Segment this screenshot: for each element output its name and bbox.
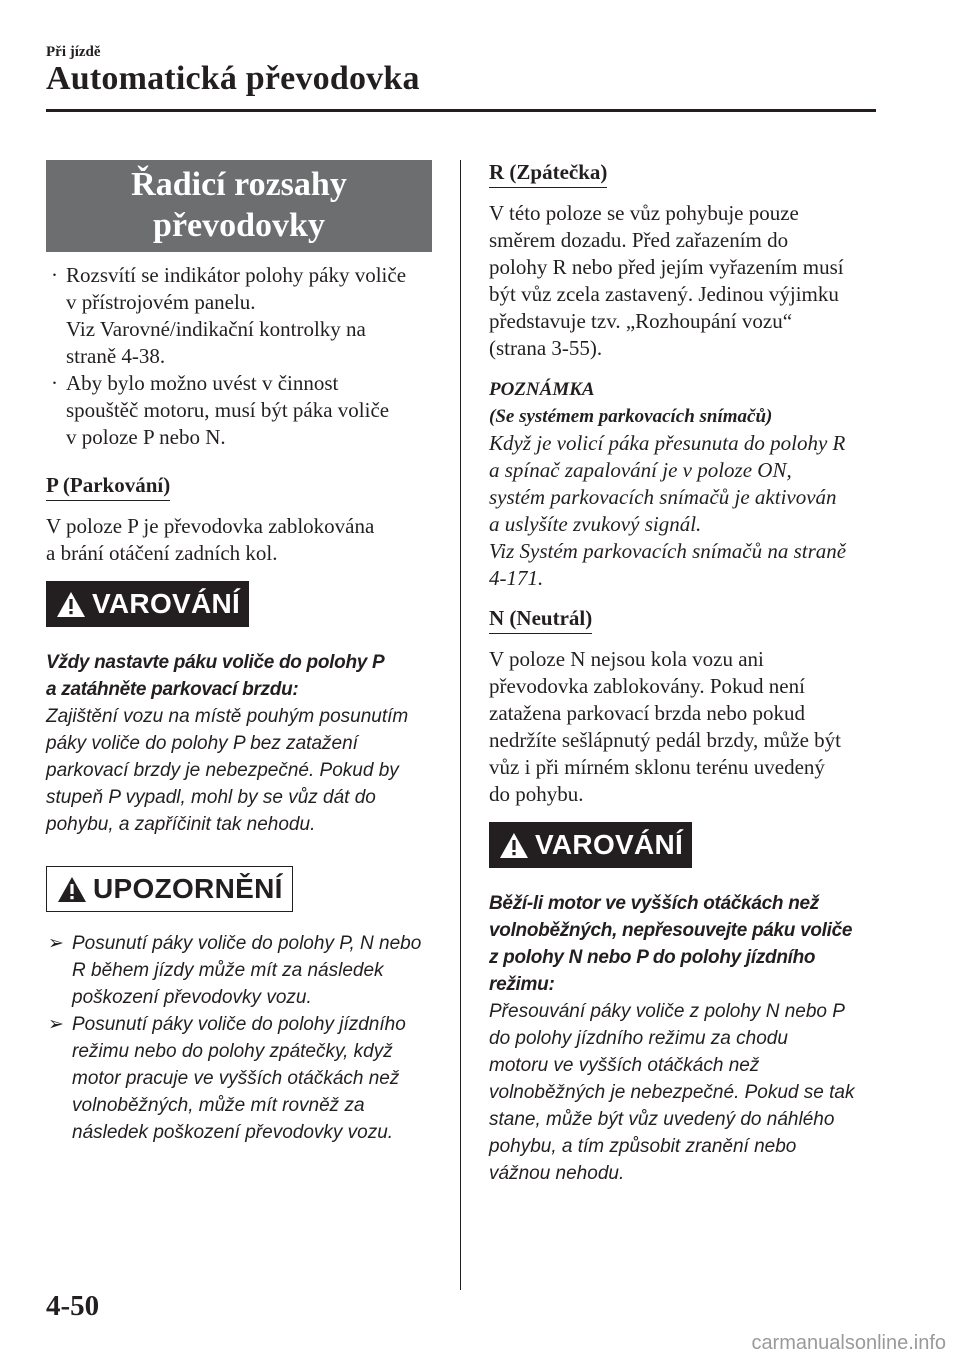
text-line: převodovka zablokovány. Pokud není [489,674,805,698]
arrow-right-icon: ➢ [48,1014,64,1035]
text-line: páky voliče do polohy P bez zatažení [46,733,358,754]
text-line: Přesouvání páky voliče z polohy N nebo P [489,1001,845,1022]
page-title: Automatická převodovka [46,60,420,97]
r-text [489,200,884,362]
text-line: stupeň P vypadl, mohl by se vůz dát do [46,787,376,808]
bullet-dot-icon: · [51,263,58,287]
column-divider [460,160,461,1290]
text-line: (strana 3-55). [489,336,603,360]
text-line: v přístrojovém panelu. [66,290,256,314]
watermark: carmanualsonline.info [751,1332,946,1354]
text-line: a uslyšíte zvukový signál. [489,512,702,536]
text-line: V poloze P je převodovka zablokována [46,514,375,538]
text-line: Když je volicí páka přesunuta do polohy R [489,431,846,455]
text-line: Zajištění vozu na místě pouhým posunutím [46,706,409,727]
section-title-line1: Řadicí rozsahy [131,166,347,203]
text-line: Aby bylo možno uvést v činnost [66,371,339,395]
warning-label-text: VAROVÁNÍ [535,829,684,860]
n-text [489,646,884,808]
text-line: volnoběžných, může mít rovněž za [72,1095,365,1116]
text-line: režimu: [489,974,555,995]
text-line: poškození převodovky vozu. [72,987,312,1008]
text-line: směrem dozadu. Před zařazením do [489,228,789,252]
r-heading: R (Zpátečka) [489,160,607,188]
text-line: z polohy N nebo P do polohy jízdního [489,947,816,968]
text-line: stane, může být vůz uvedený do náhlého [489,1109,835,1130]
bullet-dot-icon: · [51,371,58,395]
intro-bullet-list [46,262,436,451]
list-item [46,262,436,370]
warning-triangle-icon [499,831,529,859]
caution-list [46,930,436,1146]
text-line: motoru ve vyšších otáčkách než [489,1055,760,1076]
text-line: a brání otáčení zadních kol. [46,541,278,565]
text-line: Rozsvítí se indikátor polohy páky voliče [66,263,407,287]
text-line: spouštěč motoru, musí být páka voliče [66,398,390,422]
text-line: motor pracuje ve vyšších otáčkách než [72,1068,400,1089]
warning-label-text: VAROVÁNÍ [92,588,241,619]
caution-label [46,866,293,912]
text-line: Běží-li motor ve vyšších otáčkách než [489,893,819,914]
breadcrumb: Při jízdě [46,44,101,60]
text-line: režimu nebo do polohy zpátečky, když [72,1041,393,1062]
warning-label [489,822,692,868]
text-line: do polohy jízdního režimu za chodu [489,1028,788,1049]
section-title-box [46,160,432,252]
note-subtitle: (Se systémem parkovacích snímačů) [489,406,773,427]
text-line: Vždy nastavte páku voliče do polohy P [46,652,385,673]
note-title: POZNÁMKA [489,379,595,400]
p-text [46,513,436,567]
text-line: straně 4-38. [66,344,166,368]
warning-bold-text [489,890,884,998]
text-line: vážnou nehodu. [489,1163,625,1184]
text-line: pohybu, a zapříčinit tak nehodu. [46,814,316,835]
arrow-right-icon: ➢ [48,933,64,954]
text-line: zatažena parkovací brzda nebo pokud [489,701,806,725]
list-item [46,1011,436,1146]
warning-text [489,998,884,1187]
text-line: Posunutí páky voliče do polohy P, N nebo [72,933,422,954]
p-heading: P (Parkování) [46,473,170,501]
warning-triangle-icon [56,590,86,618]
warning-label [46,581,249,627]
text-line: R během jízdy může mít za následek [72,960,384,981]
text-line: systém parkovacích snímačů je aktivován [489,485,837,509]
text-line: následek poškození převodovky vozu. [72,1122,394,1143]
text-line: volnoběžných je nebezpečné. Pokud se tak [489,1082,855,1103]
text-line: volnoběžných, nepřesouvejte páku voliče [489,920,853,941]
text-line: V této poloze se vůz pohybuje pouze [489,201,799,225]
title-rule [46,109,876,112]
text-line: polohy R nebo před jejím vyřazením musí [489,255,844,279]
text-line: pohybu, a tím způsobit zranění nebo [489,1136,797,1157]
text-line: V poloze N nejsou kola vozu ani [489,647,764,671]
text-line: a zatáhněte parkovací brzdu: [46,679,299,700]
text-line: 4-171. [489,566,544,590]
caution-label-text: UPOZORNĚNÍ [93,873,283,904]
text-line: Posunutí páky voliče do polohy jízdního [72,1014,406,1035]
warning-text [46,703,436,838]
text-line: Viz Varovné/indikační kontrolky na [66,317,366,341]
section-title-line2: převodovky [153,207,325,244]
text-line: parkovací brzdy je nebezpečné. Pokud by [46,760,399,781]
text-line: být vůz zcela zastavený. Jedinou výjimku [489,282,839,306]
text-line: a spínač zapalování je v poloze ON, [489,458,792,482]
note-text [489,430,884,592]
left-column [46,160,436,1146]
text-line: vůz i při mírném sklonu terénu uvedený [489,755,825,779]
n-heading: N (Neutrál) [489,606,592,634]
list-item [46,370,436,451]
text-line: do pohybu. [489,782,584,806]
list-item [46,930,436,1011]
warning-triangle-icon [57,875,87,903]
page-number: 4-50 [46,1290,100,1322]
text-line: Viz Systém parkovacích snímačů na straně [489,539,847,563]
text-line: nedržíte sešlápnutý pedál brzdy, může být [489,728,842,752]
right-column [489,160,884,1187]
warning-bold-text [46,649,436,703]
text-line: v poloze P nebo N. [66,425,226,449]
text-line: představuje tzv. „Rozhoupání vozu“ [489,309,793,333]
